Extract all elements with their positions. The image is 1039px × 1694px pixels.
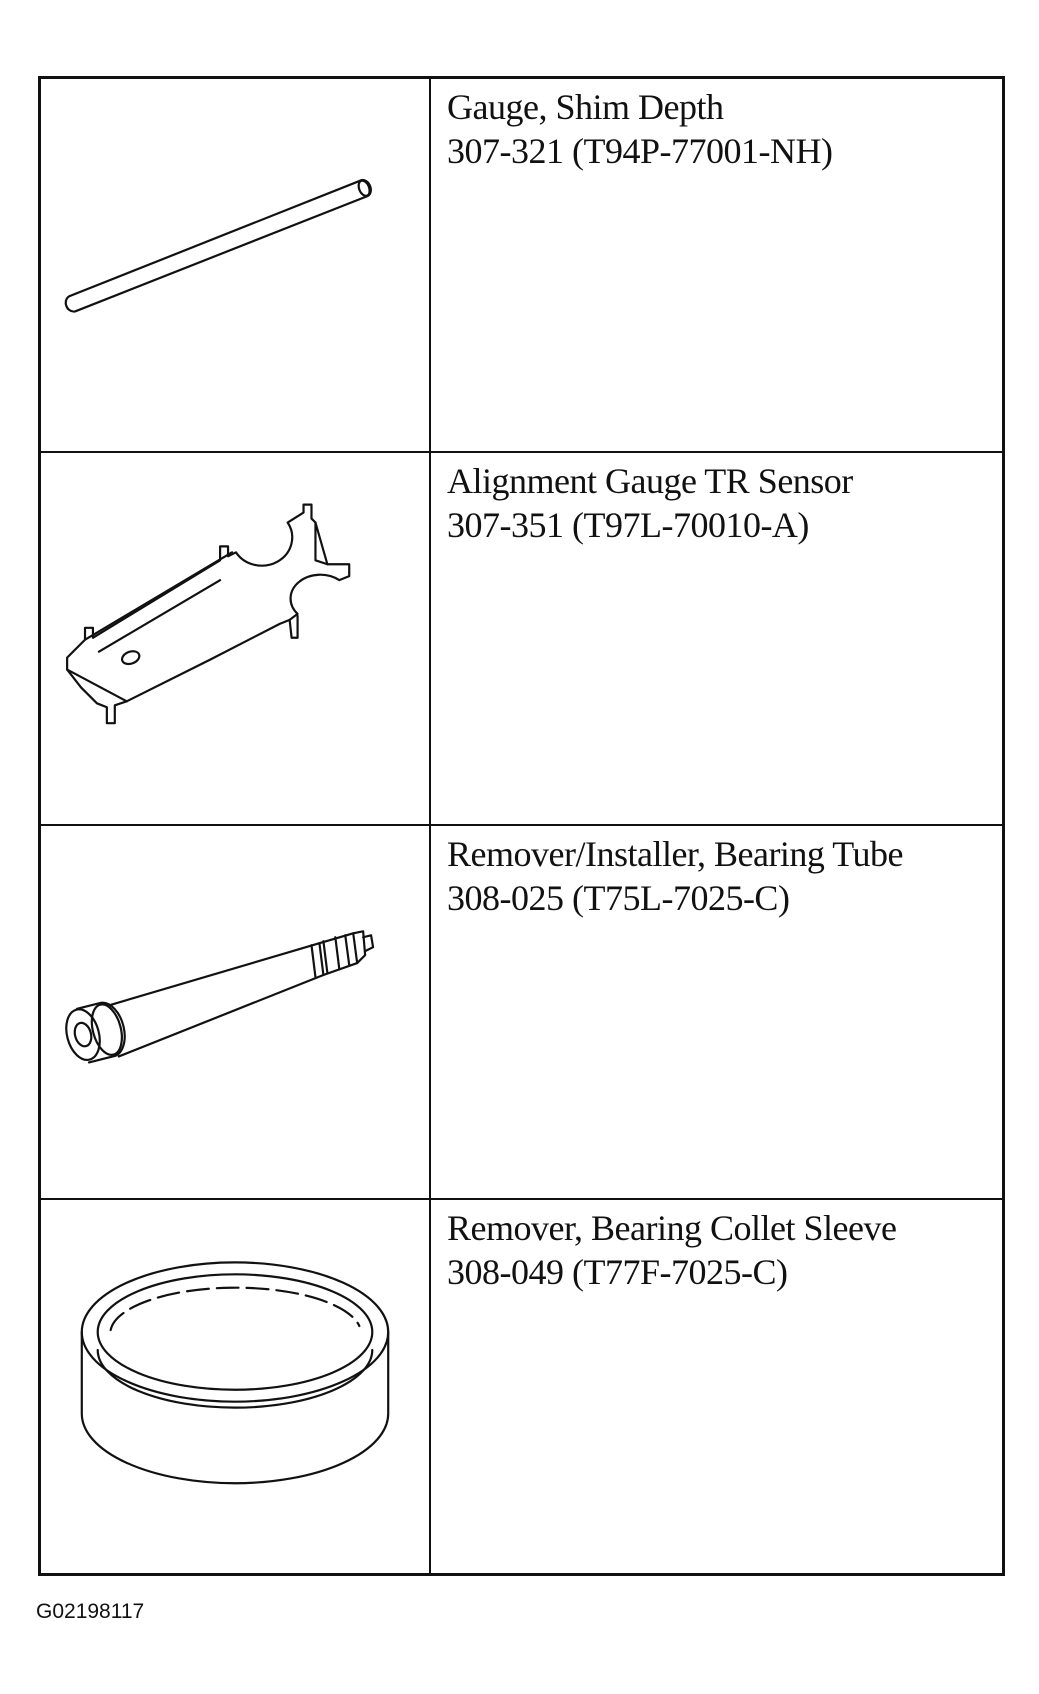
tool-description-cell — [431, 826, 1002, 1200]
tool-number: 308-049 (T77F-7025-C) — [447, 1251, 788, 1292]
bearing-collet-sleeve-remover-icon — [41, 1200, 429, 1574]
tool-name: Gauge, Shim Depth — [447, 87, 724, 127]
tool-name: Remover/Installer, Bearing Tube — [447, 834, 903, 874]
bearing-tube-remover-installer-icon — [41, 826, 429, 1198]
tool-illustration-cell — [41, 826, 431, 1200]
tool-name: Remover, Bearing Collet Sleeve — [447, 1207, 897, 1248]
tool-number: 308-025 (T75L-7025-C) — [447, 878, 790, 918]
tool-illustration-cell — [41, 1200, 431, 1574]
special-tools-table — [38, 76, 1005, 1576]
tool-number: 307-321 (T94P-77001-NH) — [447, 131, 833, 171]
tool-illustration-cell — [41, 79, 431, 453]
shim-depth-gauge-rod-icon — [41, 79, 429, 451]
tr-sensor-alignment-gauge-icon — [41, 453, 429, 825]
tool-description-cell — [431, 453, 1002, 827]
tool-description-cell — [431, 1200, 1002, 1574]
tool-number: 307-351 (T97L-70010-A) — [447, 504, 809, 545]
tool-name: Alignment Gauge TR Sensor — [447, 460, 853, 501]
tool-description-cell — [431, 79, 1002, 453]
tool-illustration-cell — [41, 453, 431, 827]
figure-id: G02198117 — [36, 1600, 145, 1623]
